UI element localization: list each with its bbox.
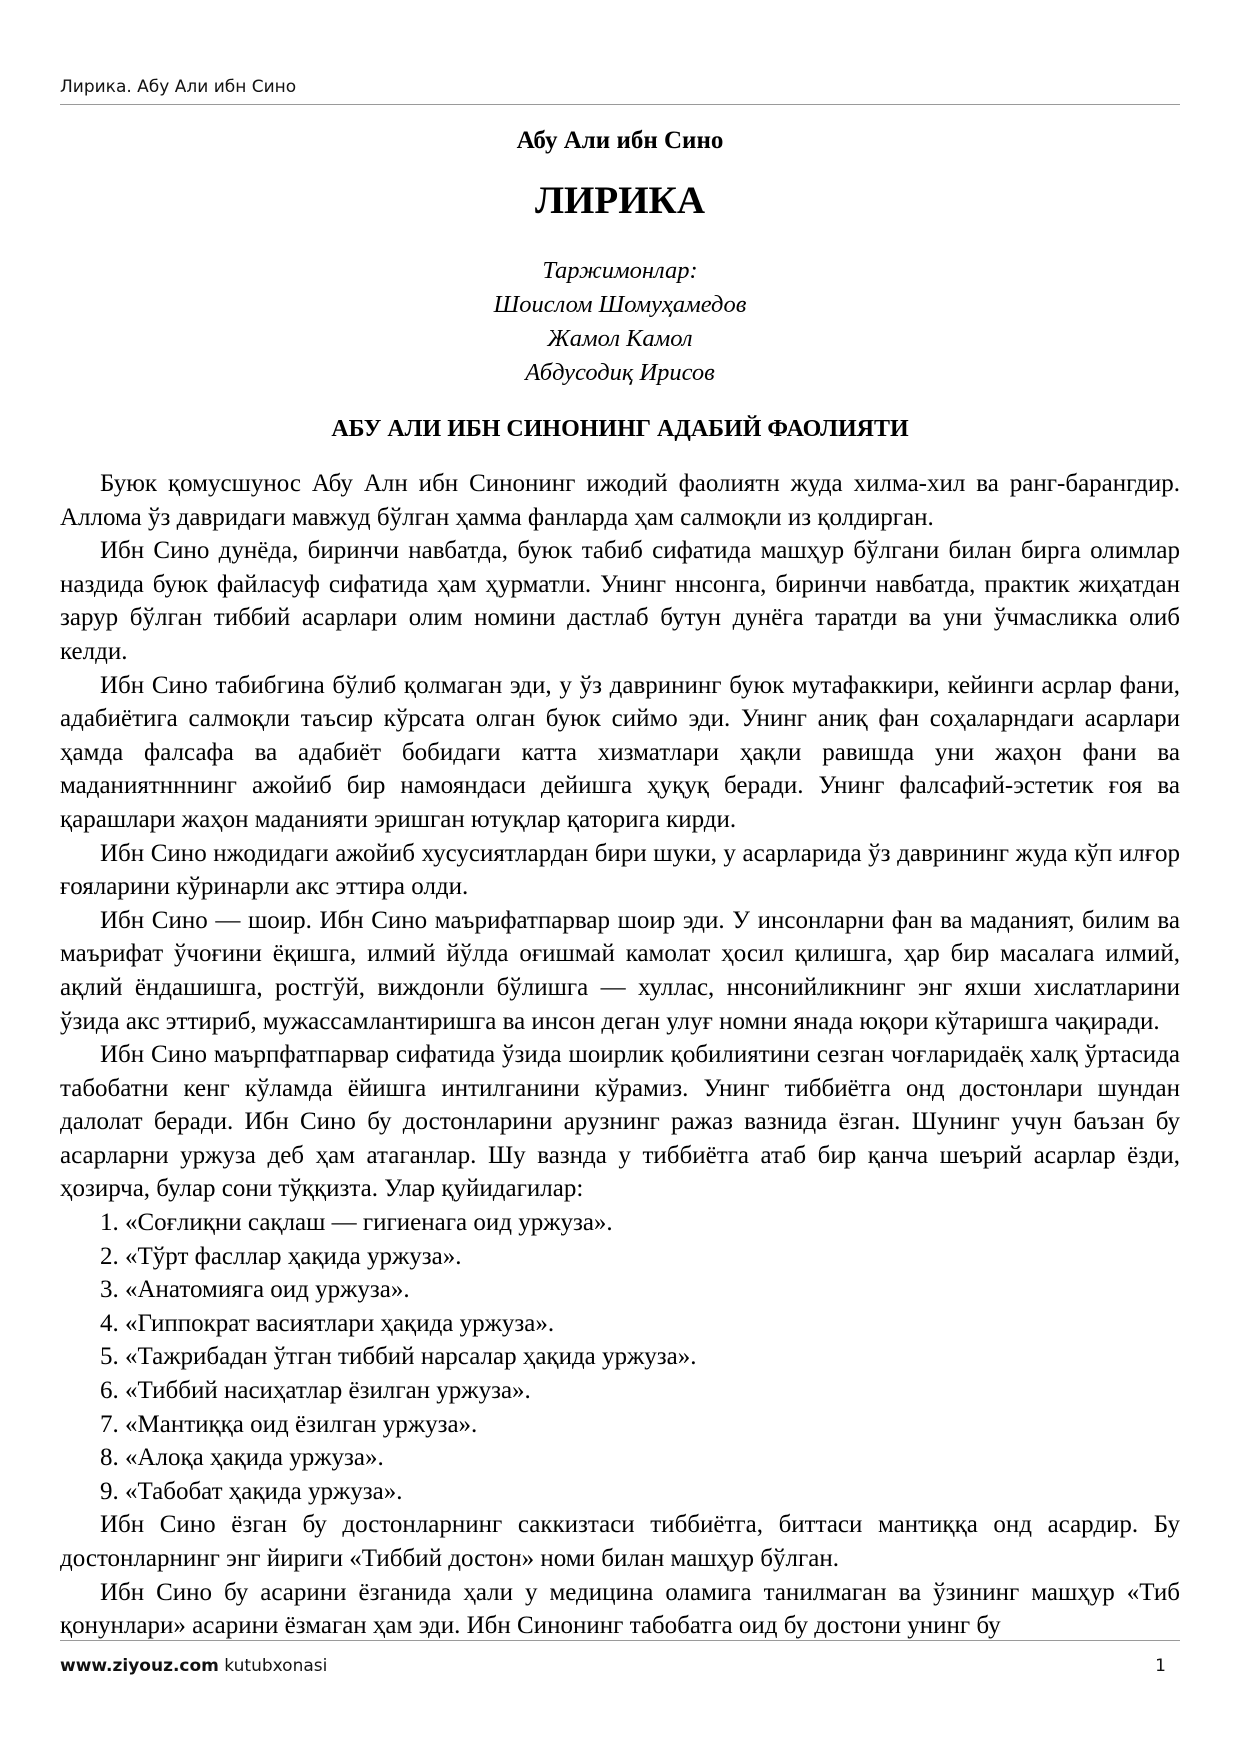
- list-item: 8. «Алоқа ҳақида уржуза».: [100, 1444, 384, 1472]
- footer-site-link[interactable]: www.ziyouz.com: [60, 1656, 219, 1676]
- list-item: 5. «Тажрибадан ўтган тиббий нарсалар ҳақида уржуза».: [100, 1343, 697, 1371]
- book-title: ЛИРИКА: [535, 179, 705, 222]
- list-item: 7. «Мантиққа оид ёзилган уржуза».: [100, 1410, 478, 1438]
- page-number: 1: [1155, 1656, 1166, 1676]
- paragraph: Ибн Сино бу асарини ёзганида ҳали у медицина оламига танилмаган ва ўзининг машҳур «Тиб қонунлари» асарини ёзмаган ҳам эди. Ибн Синонинг табобатга оид бу достони унинг бу: [60, 1578, 1180, 1640]
- footer-source: [60, 1655, 327, 1677]
- paragraph: Ибн Сино — шоир. Ибн Сино маърифатпарвар шоир эди. У инсонларни фан ва маданият, билим ва маърифат ўчоғини ёқишга, илмий йўлда оғишмай камолат ҳосил қилишга, ҳар бир масалага илмий, ақлий ёндашишга, ростгўй, виждонли бўлишга — хуллас, ннсонийликнинг энг яхши хислатларини ўзида акс эттириб, мужассамлантиришга ва инсон деган улуғ номни янада юқори кўтаришга чақиради.: [60, 906, 1180, 1035]
- paragraph: Ибн Сино ёзган бу достонларнинг саккизтаси тиббиётга, биттаси мантиққа онд асардир. Бу достонларнинг энг йириги «Тиббий достон» номи билан машҳур бўлган.: [60, 1511, 1180, 1572]
- paragraph: Ибн Сино дунёда, биринчи навбатда, буюк табиб сифатида машҳур бўлгани билан бирга олимлар наздида буюк файласуф сифатида ҳам ҳурматли. Унинг ннсонга, биринчи навбатда, практик жиҳатдан зарур бўлган тиббий асарлари олим номини дастлаб бутун дунёга таратди ва уни ўчмасликка олиб келди.: [60, 537, 1180, 665]
- running-header-title: Лирика. Абу Али ибн Сино: [60, 77, 297, 97]
- footer-label: kutubxonasi: [218, 1656, 328, 1676]
- list-item: 6. «Тиббий насиҳатлар ёзилган уржуза».: [100, 1377, 531, 1405]
- translator-name: Абдусодиқ Ирисов: [525, 359, 715, 386]
- page-content: [60, 124, 1180, 1643]
- translators-block: [60, 254, 1180, 390]
- running-footer: [60, 1640, 1180, 1676]
- translators-label: Таржимонлар:: [542, 257, 698, 284]
- paragraph: Ибн Сино маърпфатпарвар сифатида ўзида шоирлик қобилиятини сезган чоғларидаёқ халқ ўртасида табобатни кенг кўламда ёйишга интилганини кўрамиз. Унинг тиббиётга онд достонлари шундан далолат беради. Ибн Сино бу достонларини арузнинг ражаз вазнида ёзган. Шунинг учун баъзан бу асарларни уржуза деб ҳам атаганлар. Шу вазнда у тиббиётга атаб бир қанча шеърий асарлар ёзди, ҳозирча, булар сони тўққизта. Улар қуйидагилар:: [60, 1041, 1180, 1203]
- translator-name: Шоислом Шомуҳамедов: [493, 291, 747, 318]
- paragraph: Ибн Сино табибгина бўлиб қолмаган эди, у ўз даврининг буюк мутафаккири, кейинги асрлар фани, адабиётига салмоқли таъсир кўрсата олган буюк сиймо эди. Унинг аниқ фан соҳаларндаги асарлари ҳамда фалсафа ва адабиёт бобидаги катта хизматлари ҳақли равишда уни жаҳон фани ва маданиятнннинг ажойиб бир намояндаси дейишга ҳуқуқ беради. Унинг фалсафий-эстетик ғоя ва қарашлари жаҳон маданияти эришган ютуқлар қаторига кирди.: [60, 671, 1180, 833]
- section-title: АБУ АЛИ ИБН СИНОНИНГ АДАБИЙ ФАОЛИЯТИ: [331, 416, 909, 442]
- list-item: 3. «Анатомияга оид уржуза».: [100, 1276, 410, 1304]
- list-item: 9. «Табобат ҳақида уржуза».: [100, 1477, 403, 1505]
- paragraph: Буюк қомусшунос Абу Алн ибн Синонинг ижодий фаолиятн жуда хилма-хил ва ранг-барангдир. Аллома ўз давридаги мавжуд бўлган ҳамма фанларда ҳам салмоқли из қолдирган.: [60, 470, 1180, 531]
- list-item: 4. «Гиппократ васиятлари ҳақида уржуза».: [100, 1309, 555, 1337]
- running-header: [60, 72, 1180, 105]
- paragraph: Ибн Сино нжодидаги ажойиб хусусиятлардан бири шуки, у асарларида ўз даврининг жуда кўп илғор ғояларини кўринарли акс эттира олди.: [60, 839, 1180, 901]
- list-item: 2. «Тўрт фасллар ҳақида уржуза».: [100, 1242, 462, 1270]
- works-list: [60, 1206, 1180, 1508]
- author-name: Абу Али ибн Сино: [516, 127, 724, 154]
- list-item: 1. «Соғлиқни сақлаш — гигиенага оид уржуза».: [100, 1209, 613, 1237]
- translator-name: Жамол Камол: [547, 325, 693, 352]
